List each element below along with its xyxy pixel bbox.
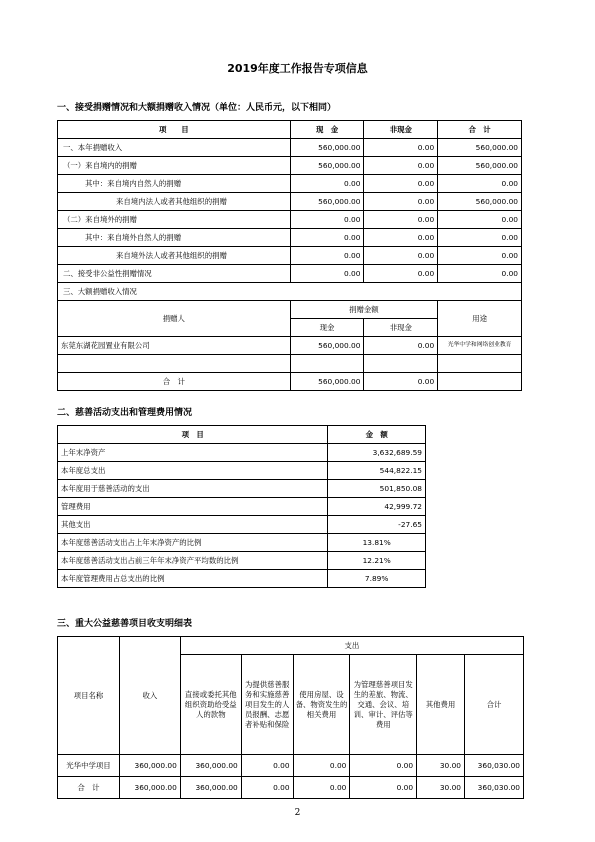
row-label: 一、本年捐赠收入 xyxy=(58,139,291,157)
total-cell: 360,030.00 xyxy=(465,777,524,799)
amount-cell: 12.21% xyxy=(328,552,426,570)
blank-row xyxy=(58,355,522,373)
noncash-cell: 0.00 xyxy=(364,337,438,355)
row-label: 本年度管理费用占总支出的比例 xyxy=(58,570,328,588)
table-row xyxy=(58,444,426,462)
total-cell: 0.00 xyxy=(438,247,522,265)
noncash-cell: 0.00 xyxy=(364,373,438,391)
col-other: 其他费用 xyxy=(417,655,465,755)
amount-cell: 42,999.72 xyxy=(328,498,426,516)
section-1-heading: 一、接受捐赠情况和大额捐赠收入情况（单位：人民币元，以下相同） xyxy=(57,103,337,113)
amount-cell: 7.89% xyxy=(328,570,426,588)
col-mgmt: 为管理慈善项目发生的差旅、物流、交通、会议、培训、审计、评估等费用 xyxy=(350,655,417,755)
donor-col: 捐赠人 xyxy=(58,301,291,337)
cash-cell: 0.00 xyxy=(290,211,364,229)
table-row xyxy=(58,462,426,480)
expense-table xyxy=(57,425,426,588)
table-row xyxy=(58,498,426,516)
table-row xyxy=(58,229,522,247)
table-row xyxy=(58,175,522,193)
assets-cell: 0.00 xyxy=(293,777,350,799)
table-header-row xyxy=(58,637,524,655)
total-row xyxy=(58,373,522,391)
table-row xyxy=(58,193,522,211)
total-cell: 560,000.00 xyxy=(438,193,522,211)
row-label: 其他支出 xyxy=(58,516,328,534)
table-row xyxy=(58,480,426,498)
row-label: 本年度用于慈善活动的支出 xyxy=(58,480,328,498)
income-cell: 360,000.00 xyxy=(119,755,180,777)
noncash-cell: 0.00 xyxy=(364,139,438,157)
noncash-cell: 0.00 xyxy=(364,247,438,265)
total-row xyxy=(58,777,524,799)
total-cell: 560,000.00 xyxy=(438,139,522,157)
table-row xyxy=(58,570,426,588)
mgmt-cell: 0.00 xyxy=(350,755,417,777)
table-row xyxy=(58,211,522,229)
col-cash: 现 金 xyxy=(290,121,364,139)
noncash-cell: 0.00 xyxy=(364,193,438,211)
col-direct: 直接或委托其他组织资助给受益人的款物 xyxy=(180,655,241,755)
col-assets: 使用房屋、设备、物资发生的相关费用 xyxy=(293,655,350,755)
row-label: 上年末净资产 xyxy=(58,444,328,462)
noncash-cell: 0.00 xyxy=(364,211,438,229)
cash-cell: 560,000.00 xyxy=(290,337,364,355)
big-donation-label: 三、大额捐赠收入情况 xyxy=(58,283,522,301)
noncash-cell: 0.00 xyxy=(364,265,438,283)
amount-cell: 3,632,689.59 xyxy=(328,444,426,462)
amount-cell: 501,850.08 xyxy=(328,480,426,498)
donor-name: 东莞东湖花园置业有限公司 xyxy=(58,337,291,355)
total-cell: 360,030.00 xyxy=(465,755,524,777)
table-row xyxy=(58,265,522,283)
table-header-row xyxy=(58,426,426,444)
noncash-cell: 0.00 xyxy=(364,157,438,175)
col-noncash: 非现金 xyxy=(364,121,438,139)
total-cell: 560,000.00 xyxy=(438,157,522,175)
cash-cell: 0.00 xyxy=(290,229,364,247)
row-label: （一）来自境内的捐赠 xyxy=(58,157,291,175)
mgmt-cell: 0.00 xyxy=(350,777,417,799)
col-staff: 为提供慈善服务和实施慈善项目发生的人员报酬、志愿者补贴和保险 xyxy=(241,655,293,755)
table-row xyxy=(58,247,522,265)
row-label: 来自境内法人或者其他组织的捐赠 xyxy=(58,193,291,211)
project-table xyxy=(57,636,524,799)
cash-cell: 560,000.00 xyxy=(290,157,364,175)
total-cell: 0.00 xyxy=(438,211,522,229)
row-label: 其中：来自境外自然人的捐赠 xyxy=(58,229,291,247)
staff-cell: 0.00 xyxy=(241,777,293,799)
cash-cell: 0.00 xyxy=(290,247,364,265)
row-label: （二）来自境外的捐赠 xyxy=(58,211,291,229)
staff-cell: 0.00 xyxy=(241,755,293,777)
table-row xyxy=(58,552,426,570)
row-label: 其中：来自境内自然人的捐赠 xyxy=(58,175,291,193)
table-header-row xyxy=(58,121,522,139)
table-row xyxy=(58,516,426,534)
donor-header-row xyxy=(58,301,522,319)
donation-table xyxy=(57,120,522,391)
total-cell: 0.00 xyxy=(438,175,522,193)
noncash-col: 非现金 xyxy=(364,319,438,337)
row-label: 管理费用 xyxy=(58,498,328,516)
other-cell: 30.00 xyxy=(417,777,465,799)
direct-cell: 360,000.00 xyxy=(180,777,241,799)
amount-cell: 13.81% xyxy=(328,534,426,552)
cash-cell: 560,000.00 xyxy=(290,193,364,211)
section-3-heading: 三、重大公益慈善项目收支明细表 xyxy=(57,619,193,629)
table-row xyxy=(58,283,522,301)
assets-cell: 0.00 xyxy=(293,755,350,777)
amount-col: 捐赠金额 xyxy=(290,301,438,319)
row-label: 来自境外法人或者其他组织的捐赠 xyxy=(58,247,291,265)
page-title: 2019年度工作报告专项信息 xyxy=(227,62,368,75)
total-cell: 0.00 xyxy=(438,229,522,247)
table-row xyxy=(58,534,426,552)
income-cell: 360,000.00 xyxy=(119,777,180,799)
total-label: 合 计 xyxy=(58,373,291,391)
direct-cell: 360,000.00 xyxy=(180,755,241,777)
table-row xyxy=(58,157,522,175)
cash-cell: 0.00 xyxy=(290,175,364,193)
other-cell: 30.00 xyxy=(417,755,465,777)
table-row xyxy=(58,337,522,355)
row-label: 本年度慈善活动支出占上年末净资产的比例 xyxy=(58,534,328,552)
cash-cell: 560,000.00 xyxy=(290,139,364,157)
total-cell: 0.00 xyxy=(438,265,522,283)
page-number: 2 xyxy=(294,808,301,818)
cash-col: 现金 xyxy=(290,319,364,337)
col-item: 项 目 xyxy=(58,121,291,139)
cash-cell: 560,000.00 xyxy=(290,373,364,391)
table-row xyxy=(58,755,524,777)
row-label: 本年度总支出 xyxy=(58,462,328,480)
usage-cell: 光华中学和网络创业教育 xyxy=(438,337,522,355)
col-total: 合计 xyxy=(465,655,524,755)
table-row xyxy=(58,139,522,157)
row-label: 本年度慈善活动支出占前三年年末净资产平均数的比例 xyxy=(58,552,328,570)
cash-cell: 0.00 xyxy=(290,265,364,283)
amount-cell: 544,822.15 xyxy=(328,462,426,480)
col-item: 项 目 xyxy=(58,426,328,444)
usage-col: 用途 xyxy=(438,301,522,337)
col-project-name: 项目名称 xyxy=(58,637,120,755)
row-label: 二、接受非公益性捐赠情况 xyxy=(58,265,291,283)
section-2-heading: 二、慈善活动支出和管理费用情况 xyxy=(57,408,193,418)
col-total: 合 计 xyxy=(438,121,522,139)
noncash-cell: 0.00 xyxy=(364,175,438,193)
total-label: 合 计 xyxy=(58,777,120,799)
col-expense: 支出 xyxy=(180,637,523,655)
project-name: 光华中学项目 xyxy=(58,755,120,777)
col-amount: 金 额 xyxy=(328,426,426,444)
amount-cell: -27.65 xyxy=(328,516,426,534)
noncash-cell: 0.00 xyxy=(364,229,438,247)
col-income: 收入 xyxy=(119,637,180,755)
